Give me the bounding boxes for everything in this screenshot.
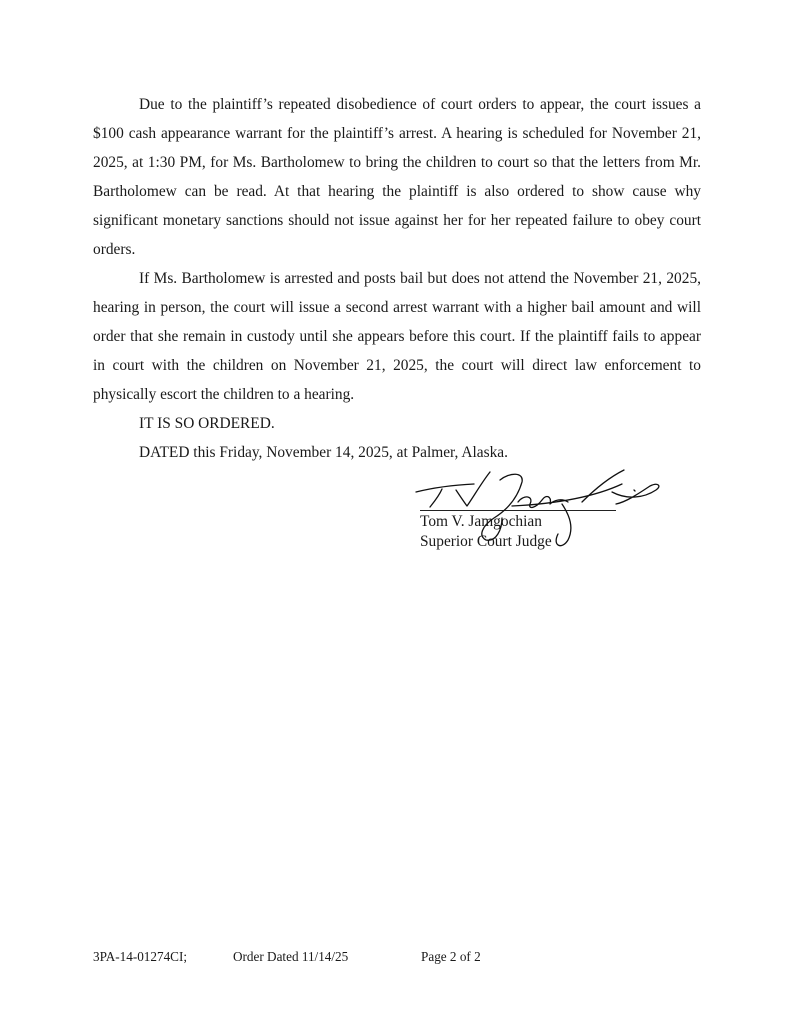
- judge-name: Tom V. Jamgochian: [420, 513, 542, 530]
- order-body: [93, 90, 701, 467]
- signature-line: [420, 510, 616, 511]
- paragraph-warrant: Due to the plaintiff’s repeated disobedience of court orders to appear, the court issues a $100 cash appearance warrant for the plaintiff’s arrest. A hearing is scheduled for November 21, 2025, at 1:30 PM, for Ms. Bartholomew to bring the children to court so that the letters from Mr. Bartholomew can be read. At that hearing the plaintiff is also ordered to show cause why significant monetary sanctions should not issue against her for her repeated failure to obey court orders.: [93, 96, 701, 258]
- footer-case-number: 3PA-14-01274CI;: [93, 949, 188, 964]
- dated-line: DATED this Friday, November 14, 2025, at Palmer, Alaska.: [139, 444, 508, 461]
- so-ordered-line: IT IS SO ORDERED.: [139, 415, 275, 432]
- paragraph-bail: If Ms. Bartholomew is arrested and posts bail but does not attend the November 21, 2025, hearing in person, the court will issue a second arrest warrant with a higher bail amount and will order that she remain in custody until she appears before this court. If the plaintiff fails to appear in court with the children on November 21, 2025, the court will direct law enforcement to physically escort the children to a hearing.: [93, 270, 701, 403]
- signature-block: [412, 462, 672, 562]
- footer-page-number: Page 2 of 2: [421, 949, 481, 964]
- footer-order-date: Order Dated 11/14/25: [233, 949, 349, 964]
- judge-title: Superior Court Judge: [420, 533, 552, 550]
